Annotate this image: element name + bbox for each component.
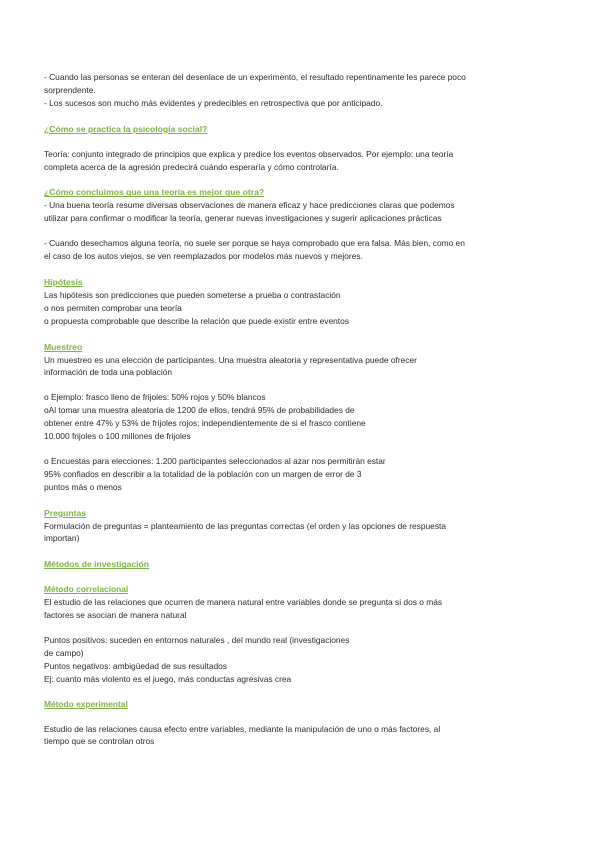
sampling-heading: Muestreo — [44, 341, 83, 352]
practice-section — [44, 123, 556, 174]
hypothesis-section — [44, 276, 556, 328]
intro-line: sorprendente. — [44, 84, 96, 95]
better-theory-line: - Una buena teoría resume diversas observaciones de manera eficaz y hace predicciones claras que podemos — [44, 200, 455, 211]
correlational-negative: Puntos negativos: ambigüedad de sus resultados — [44, 660, 227, 671]
sampling-example-line: 95% confiados en describir a la totalidad de la población con un margen de error de 3 — [44, 468, 362, 479]
sampling-example-line: 10.000 frijoles o 100 millones de frijoles — [44, 431, 191, 442]
hypothesis-line: Las hipótesis son predicciones que pueden someterse a prueba o contrastación — [44, 289, 341, 300]
correlational-example: Ej: cuanto más violento es el juego, más conductas agresivas crea — [44, 673, 292, 684]
sampling-section — [44, 341, 556, 494]
methods-section — [44, 558, 556, 748]
experimental-line: tiempo que se controlan otros — [44, 736, 155, 747]
correlational-positive: de campo) — [44, 647, 84, 658]
sampling-line: Un muestreo es una elección de participantes. Una muestra aleatoria y representativa puede ofrecer — [44, 354, 417, 365]
sampling-example-line: puntos más o menos — [44, 481, 122, 492]
better-theory-line: el caso de los autos viejos, se ven reemplazados por modelos más nuevos y mejores. — [44, 251, 363, 262]
questions-line: importan) — [44, 533, 80, 544]
experimental-line: Estudio de las relaciones causa efecto entre variables, mediante la manipulación de uno o más factores, al — [44, 723, 441, 734]
sampling-line: información de toda una población — [44, 367, 173, 378]
hypothesis-line: o propuesta comprobable que describe la relación que puede existir entre eventos — [44, 315, 349, 326]
correlational-heading: Método correlacional — [44, 584, 129, 595]
experimental-heading: Método experimental — [44, 698, 128, 709]
correlational-line: factores se asocian de manera natural — [44, 610, 187, 621]
hypothesis-line: o nos permiten comprobar una teoría — [44, 302, 182, 313]
sampling-example-line: o Ejemplo: frasco lleno de frijoles: 50% rojos y 50% blancos — [44, 392, 266, 403]
better-theory-section — [44, 186, 556, 263]
practice-heading: ¿Cómo se practica la psicología social? — [44, 123, 208, 134]
hypothesis-heading: Hipótesis — [44, 276, 83, 287]
correlational-line: El estudio de las relaciones que ocurren de manera natural entre variables donde se pregunta si dos o más — [44, 597, 443, 608]
questions-section — [44, 507, 556, 546]
correlational-positive: Puntos positivos: suceden en entornos naturales , del mundo real (investigaciones — [44, 635, 350, 645]
questions-heading: Preguntas — [44, 507, 87, 518]
better-theory-heading: ¿Cómo concluimos que una teoría es mejor que otra? — [44, 187, 265, 198]
intro-section — [44, 71, 556, 110]
better-theory-line: utilizar para confirmar o modificar la teoría, generar nuevas investigaciones y sugerir aplicaciones prácticas — [44, 213, 442, 224]
better-theory-line: - Cuando desechamos alguna teoría, no suele ser porque se haya comprobado que era falsa. Más bien, como en — [44, 238, 465, 249]
intro-line: - Cuando las personas se enteran del desenlace de un experimento, el resultado repentinamente les parece poco — [44, 72, 466, 82]
practice-line: completa acerca de la agresión predecirá cuándo esperaría y cómo controlaría. — [44, 161, 339, 172]
sampling-example-line: o Encuestas para elecciones: 1.200 participantes seleccionados al azar nos permitirán estar — [44, 455, 386, 466]
practice-line: Teoría: conjunto integrado de principios que explica y predice los eventos observados. Por ejemplo: una teoría — [44, 148, 454, 159]
sampling-example-line: oAl tomar una muestra aleatoria de 1200 de ellos, tendrá 95% de probabilidades de — [44, 405, 355, 416]
intro-line: - Los sucesos son mucho más evidentes y predecibles en retrospectiva que por anticipado. — [44, 97, 383, 108]
methods-heading: Métodos de investigación — [44, 559, 150, 570]
sampling-example-line: obtener entre 47% y 53% de frijoles rojos; independientemente de si el frasco contiene — [44, 418, 366, 429]
questions-line: Formulación de preguntas = planteamiento de las preguntas correctas (el orden y las opciones de respuesta — [44, 520, 447, 531]
